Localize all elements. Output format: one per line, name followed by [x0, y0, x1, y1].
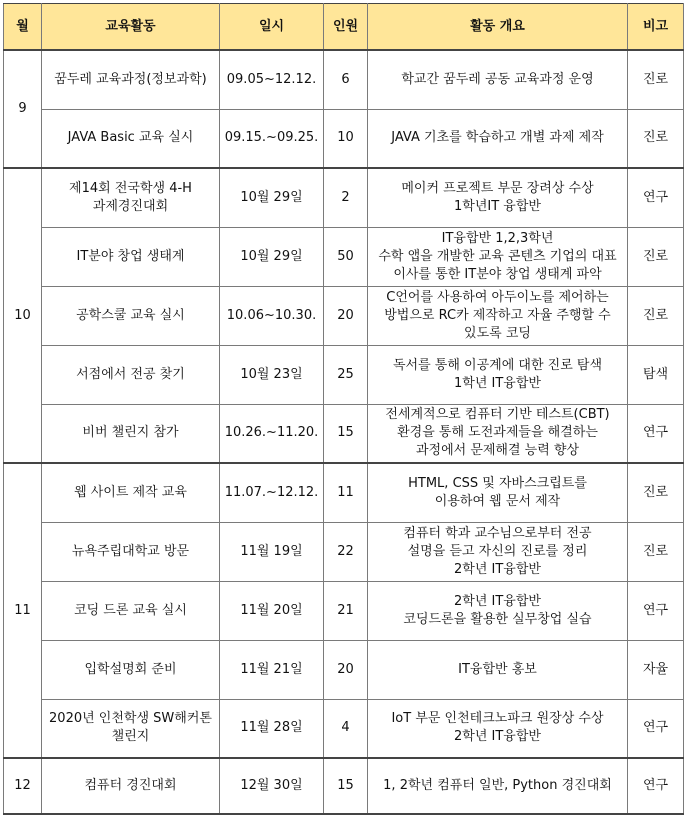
summary-cell-line: IT융합반 홍보	[458, 661, 537, 677]
note-cell: 진로	[628, 109, 684, 168]
activity-cell-line: 뉴욕주립대학교 방문	[71, 543, 190, 559]
summary-cell-line: 1학년 IT융합반	[454, 375, 541, 391]
summary-cell	[368, 758, 628, 814]
date-cell: 09.05~12.12.	[220, 50, 324, 109]
header-activity: 교육활동	[42, 4, 220, 51]
summary-cell	[368, 640, 628, 699]
activity-cell-line: 컴퓨터 경진대회	[84, 778, 177, 793]
activity-cell	[42, 522, 220, 581]
people-cell: 11	[324, 463, 368, 522]
table-row	[4, 699, 684, 758]
summary-cell	[368, 227, 628, 286]
table-row	[4, 463, 684, 522]
date-cell: 11월 21일	[220, 640, 324, 699]
header-note: 비고	[628, 4, 684, 51]
people-cell: 50	[324, 227, 368, 286]
activity-cell	[42, 758, 220, 814]
people-cell: 15	[324, 404, 368, 463]
people-cell: 6	[324, 50, 368, 109]
table-row	[4, 109, 684, 168]
table-row	[4, 227, 684, 286]
summary-cell-line: 2학년 IT융합반	[454, 593, 541, 609]
date-cell: 11.07.~12.12.	[220, 463, 324, 522]
note-cell: 연구	[628, 168, 684, 227]
activity-cell	[42, 404, 220, 463]
summary-cell	[368, 699, 628, 758]
note-cell: 연구	[628, 758, 684, 814]
summary-cell-line: 메이커 프로젝트 부문 장려상 수상	[401, 180, 594, 196]
summary-cell-line: 전세계적으로 컴퓨터 기반 테스트(CBT)	[385, 407, 610, 423]
activity-cell-line: 2020년 인천학생 SW해커톤	[49, 711, 212, 727]
month-cell: 10	[4, 168, 42, 463]
header-month: 월	[4, 4, 42, 51]
date-cell: 11월 19일	[220, 522, 324, 581]
activity-table	[3, 3, 684, 815]
people-cell: 25	[324, 345, 368, 404]
summary-cell-line: 과정에서 문제해결 능력 향상	[415, 443, 580, 459]
activity-cell-line: 챌린지	[111, 729, 150, 745]
date-cell: 09.15.~09.25.	[220, 109, 324, 168]
table-row	[4, 640, 684, 699]
activity-cell-line: 과제경진대회	[92, 198, 169, 214]
activity-cell-line: 꿈두레 교육과정(정보과학)	[54, 71, 207, 87]
summary-cell	[368, 522, 628, 581]
note-cell: 진로	[628, 50, 684, 109]
activity-cell-line: 제14회 전국학생 4-H	[69, 180, 192, 196]
people-cell: 4	[324, 699, 368, 758]
table-body	[4, 50, 684, 814]
people-cell: 15	[324, 758, 368, 814]
summary-cell	[368, 109, 628, 168]
activity-cell-line: 코딩 드론 교육 실시	[74, 602, 187, 618]
summary-cell-line: 1학년IT 융합반	[454, 198, 541, 214]
activity-cell	[42, 168, 220, 227]
activity-cell-line: 비버 챌린지 참가	[82, 425, 179, 441]
month-cell: 9	[4, 50, 42, 168]
table-row	[4, 404, 684, 463]
activity-cell	[42, 581, 220, 640]
note-cell: 연구	[628, 699, 684, 758]
month-cell: 11	[4, 463, 42, 758]
summary-cell-line: IoT 부문 인천테크노파크 원장상 수상	[391, 711, 604, 727]
table-row	[4, 345, 684, 404]
table-row	[4, 758, 684, 814]
summary-cell	[368, 168, 628, 227]
summary-cell-line: 2학년 IT융합반	[454, 729, 541, 745]
activity-cell-line: JAVA Basic 교육 실시	[67, 130, 194, 146]
note-cell: 진로	[628, 286, 684, 345]
activity-cell-line: 입학설명회 준비	[84, 661, 177, 677]
people-cell: 2	[324, 168, 368, 227]
table-row	[4, 286, 684, 345]
date-cell: 10월 23일	[220, 345, 324, 404]
activity-cell	[42, 699, 220, 758]
activity-cell	[42, 109, 220, 168]
note-cell: 연구	[628, 581, 684, 640]
summary-cell-line: HTML, CSS 및 자바스크립트를	[408, 475, 587, 491]
header-row	[4, 4, 684, 51]
date-cell: 10월 29일	[220, 168, 324, 227]
activity-cell	[42, 640, 220, 699]
header-summary: 활동 개요	[368, 4, 628, 51]
summary-cell	[368, 345, 628, 404]
people-cell: 21	[324, 581, 368, 640]
note-cell: 탐색	[628, 345, 684, 404]
table-row	[4, 522, 684, 581]
summary-cell-line: JAVA 기초를 학습하고 개별 과제 제작	[391, 130, 604, 146]
activity-cell	[42, 227, 220, 286]
activity-cell	[42, 286, 220, 345]
summary-cell-line: 학교간 꿈두레 공동 교육과정 운영	[401, 71, 594, 87]
people-cell: 10	[324, 109, 368, 168]
date-cell: 10.06~10.30.	[220, 286, 324, 345]
activity-cell-line: 공학스쿨 교육 실시	[76, 307, 185, 323]
note-cell: 진로	[628, 227, 684, 286]
date-cell: 10.26.~11.20.	[220, 404, 324, 463]
summary-cell-line: 이용하여 웹 문서 제작	[434, 493, 561, 509]
activity-cell	[42, 345, 220, 404]
summary-cell-line: 1, 2학년 컴퓨터 일반, Python 경진대회	[383, 778, 612, 793]
note-cell: 자율	[628, 640, 684, 699]
header-date: 일시	[220, 4, 324, 51]
activity-cell-line: 웹 사이트 제작 교육	[74, 484, 187, 500]
people-cell: 22	[324, 522, 368, 581]
summary-cell	[368, 286, 628, 345]
activity-cell-line: IT분야 창업 생태계	[76, 248, 185, 264]
people-cell: 20	[324, 640, 368, 699]
summary-cell	[368, 50, 628, 109]
summary-cell-line: 2학년 IT융합반	[454, 561, 541, 577]
summary-cell-line: IT융합반 1,2,3학년	[441, 230, 554, 246]
summary-cell	[368, 581, 628, 640]
activity-cell-line: 서점에서 전공 찾기	[76, 366, 185, 382]
header-people: 인원	[324, 4, 368, 51]
summary-cell-line: 환경을 통해 도전과제들을 해결하는	[397, 425, 598, 441]
date-cell: 11월 28일	[220, 699, 324, 758]
summary-cell-line: 컴퓨터 학과 교수님으로부터 전공	[403, 525, 592, 541]
summary-cell-line: 방법으로 RC카 제작하고 자율 주행할 수	[384, 307, 611, 323]
date-cell: 10월 29일	[220, 227, 324, 286]
summary-cell-line: C언어를 사용하여 아두이노를 제어하는	[386, 289, 609, 305]
date-cell: 11월 20일	[220, 581, 324, 640]
date-cell: 12월 30일	[220, 758, 324, 814]
summary-cell-line: 이사를 통한 IT분야 창업 생태계 파악	[393, 266, 602, 282]
table-row	[4, 581, 684, 640]
people-cell: 20	[324, 286, 368, 345]
month-cell: 12	[4, 758, 42, 814]
note-cell: 연구	[628, 404, 684, 463]
note-cell: 진로	[628, 522, 684, 581]
summary-cell-line: 수학 앱을 개발한 교육 콘텐츠 기업의 대표	[378, 248, 617, 264]
summary-cell-line: 설명을 듣고 자신의 진로를 정리	[407, 543, 588, 559]
summary-cell	[368, 463, 628, 522]
summary-cell-line: 코딩드론을 활용한 실무창업 실습	[403, 611, 592, 627]
summary-cell-line: 독서를 통해 이공계에 대한 진로 탐색	[392, 357, 603, 373]
summary-cell	[368, 404, 628, 463]
activity-cell	[42, 50, 220, 109]
summary-cell-line: 있도록 코딩	[464, 325, 531, 341]
note-cell: 진로	[628, 463, 684, 522]
table-row	[4, 168, 684, 227]
table-row	[4, 50, 684, 109]
activity-cell	[42, 463, 220, 522]
